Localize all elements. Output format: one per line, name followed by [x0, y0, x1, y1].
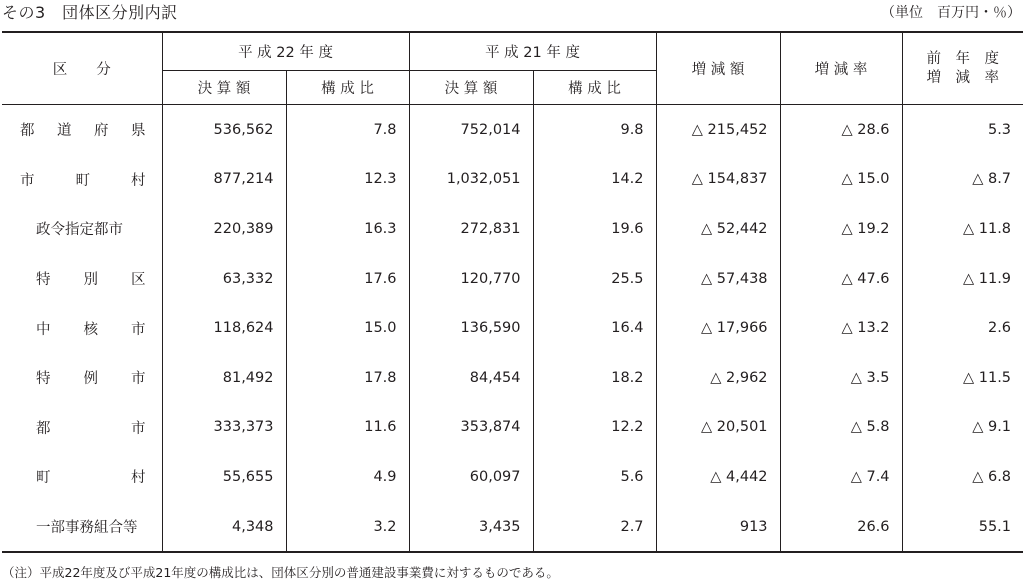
cell-fy22-amount: 55,655 [162, 452, 286, 502]
cell-fy21-ratio: 18.2 [533, 353, 656, 403]
cell-change-amount: △ 154,837 [656, 155, 780, 205]
cell-fy22-ratio: 11.6 [286, 403, 409, 453]
data-table [2, 31, 1023, 553]
cell-change-rate: △ 5.8 [780, 403, 902, 453]
header-prev-rate [902, 32, 1023, 105]
cell-fy21-amount: 353,874 [409, 403, 533, 453]
row-label [2, 403, 162, 453]
cell-fy21-amount: 84,454 [409, 353, 533, 403]
cell-fy22-amount: 877,214 [162, 155, 286, 205]
cell-fy21-amount: 1,032,051 [409, 155, 533, 205]
table-row [2, 502, 1023, 553]
row-label-text: 都 道 府 県 [20, 123, 146, 140]
table-row [2, 105, 1023, 155]
row-label [2, 353, 162, 403]
cell-fy21-amount: 120,770 [409, 254, 533, 304]
row-label-text: 一部事務組合等 [36, 520, 138, 537]
cell-fy22-ratio: 7.8 [286, 105, 409, 155]
cell-fy22-amount: 118,624 [162, 303, 286, 353]
cell-fy22-ratio: 17.6 [286, 254, 409, 304]
header-fy21-ratio: 構 成 比 [533, 71, 656, 105]
cell-fy22-amount: 63,332 [162, 254, 286, 304]
cell-fy22-amount: 81,492 [162, 353, 286, 403]
cell-prev-rate: △ 8.7 [902, 155, 1023, 205]
cell-change-rate: △ 15.0 [780, 155, 902, 205]
cell-change-amount: △ 215,452 [656, 105, 780, 155]
cell-change-amount: 913 [656, 502, 780, 553]
header-fy21: 平 成 21 年 度 [409, 32, 656, 71]
row-label [2, 204, 162, 254]
cell-prev-rate: △ 11.5 [902, 353, 1023, 403]
cell-change-rate: △ 7.4 [780, 452, 902, 502]
cell-change-amount: △ 20,501 [656, 403, 780, 453]
cell-fy21-ratio: 16.4 [533, 303, 656, 353]
cell-fy22-amount: 4,348 [162, 502, 286, 553]
table-row [2, 452, 1023, 502]
cell-prev-rate: 55.1 [902, 502, 1023, 553]
cell-fy22-ratio: 17.8 [286, 353, 409, 403]
cell-prev-rate: △ 9.1 [902, 403, 1023, 453]
cell-fy22-amount: 536,562 [162, 105, 286, 155]
cell-prev-rate: 5.3 [902, 105, 1023, 155]
row-label [2, 452, 162, 502]
row-label-text: 政令指定都市 [36, 222, 123, 239]
cell-fy22-amount: 333,373 [162, 403, 286, 453]
cell-prev-rate: △ 11.8 [902, 204, 1023, 254]
table-row [2, 403, 1023, 453]
row-label-text: 中 核 市 [36, 321, 146, 338]
table-body [2, 105, 1023, 553]
cell-fy22-ratio: 15.0 [286, 303, 409, 353]
cell-change-rate: △ 3.5 [780, 353, 902, 403]
cell-fy21-amount: 752,014 [409, 105, 533, 155]
row-label-text: 都 市 [36, 420, 146, 437]
row-label-text: 町 村 [36, 470, 146, 487]
cell-change-rate: △ 47.6 [780, 254, 902, 304]
cell-change-rate: △ 19.2 [780, 204, 902, 254]
cell-fy22-ratio: 3.2 [286, 502, 409, 553]
table-row [2, 254, 1023, 304]
row-label [2, 105, 162, 155]
cell-prev-rate: △ 11.9 [902, 254, 1023, 304]
header-fy22-ratio: 構 成 比 [286, 71, 409, 105]
table-row [2, 303, 1023, 353]
cell-fy21-amount: 136,590 [409, 303, 533, 353]
header-category: 区 分 [2, 32, 162, 105]
header-fy21-settled: 決 算 額 [409, 71, 533, 105]
cell-fy21-ratio: 25.5 [533, 254, 656, 304]
cell-change-amount: △ 57,438 [656, 254, 780, 304]
cell-fy21-amount: 272,831 [409, 204, 533, 254]
page-title: その3 団体区分別内訳 [2, 3, 178, 22]
header-prev-rate-line2: 増 減 率 [926, 69, 1000, 86]
cell-fy22-ratio: 4.9 [286, 452, 409, 502]
header-fy22-settled: 決 算 額 [162, 71, 286, 105]
row-label [2, 303, 162, 353]
table-row [2, 353, 1023, 403]
footnote: （注）平成22年度及び平成21年度の構成比は、団体区分別の普通建設事業費に対するものである。 [2, 565, 559, 580]
cell-fy21-amount: 60,097 [409, 452, 533, 502]
cell-prev-rate: 2.6 [902, 303, 1023, 353]
cell-fy21-ratio: 5.6 [533, 452, 656, 502]
cell-change-rate: 26.6 [780, 502, 902, 553]
cell-fy21-ratio: 12.2 [533, 403, 656, 453]
header-change-amount: 増 減 額 [656, 32, 780, 105]
row-label-text: 市 町 村 [20, 172, 146, 189]
cell-fy21-ratio: 19.6 [533, 204, 656, 254]
cell-fy22-ratio: 16.3 [286, 204, 409, 254]
row-label-text: 特 別 区 [36, 272, 146, 289]
cell-change-amount: △ 52,442 [656, 204, 780, 254]
table-row [2, 204, 1023, 254]
cell-fy21-ratio: 2.7 [533, 502, 656, 553]
cell-fy22-amount: 220,389 [162, 204, 286, 254]
cell-prev-rate: △ 6.8 [902, 452, 1023, 502]
cell-change-rate: △ 13.2 [780, 303, 902, 353]
cell-fy21-amount: 3,435 [409, 502, 533, 553]
header-prev-rate-line1: 前 年 度 [926, 50, 1000, 67]
header-fy22: 平 成 22 年 度 [162, 32, 409, 71]
row-label [2, 254, 162, 304]
cell-fy21-ratio: 9.8 [533, 105, 656, 155]
cell-fy22-ratio: 12.3 [286, 155, 409, 205]
row-label-text: 特 例 市 [36, 371, 146, 388]
row-label [2, 502, 162, 553]
table-row [2, 155, 1023, 205]
cell-change-rate: △ 28.6 [780, 105, 902, 155]
cell-fy21-ratio: 14.2 [533, 155, 656, 205]
unit-label: （単位 百万円・％） [881, 5, 1021, 21]
header-change-rate: 増 減 率 [780, 32, 902, 105]
cell-change-amount: △ 17,966 [656, 303, 780, 353]
cell-change-amount: △ 4,442 [656, 452, 780, 502]
row-label [2, 155, 162, 205]
cell-change-amount: △ 2,962 [656, 353, 780, 403]
